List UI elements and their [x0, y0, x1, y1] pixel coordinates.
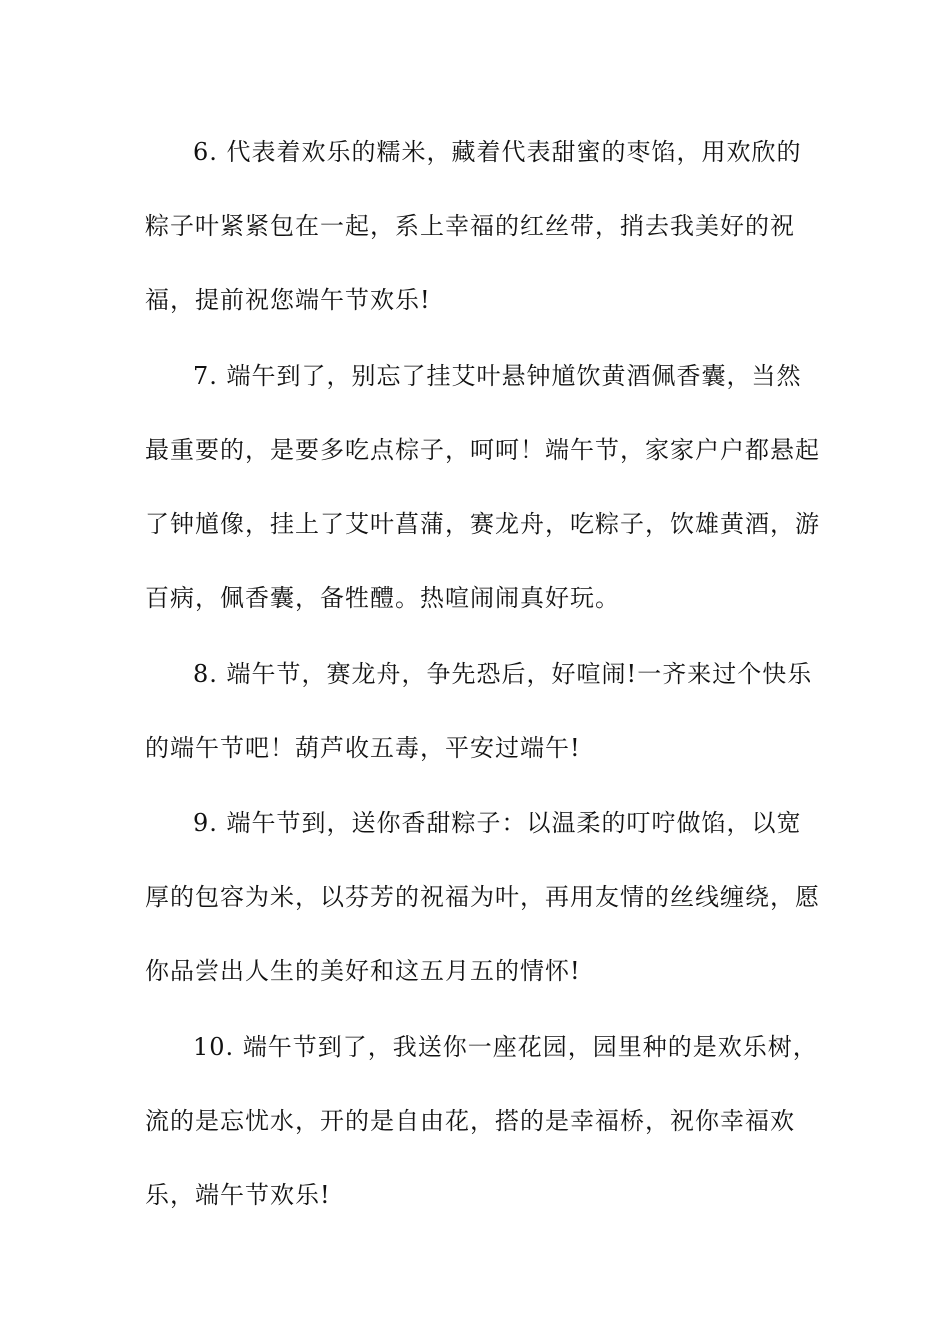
paragraph-number: 10. [193, 1033, 235, 1061]
paragraph-10 [145, 1010, 825, 1232]
paragraph-text: 端午到了，别忘了挂艾叶悬钟馗饮黄酒佩香囊，当然最重要的，是要多吃点棕子，呵呵！端午节，家家户户都悬起了钟馗像，挂上了艾叶菖蒲，赛龙舟，吃粽子，饮雄黄酒，游百病，佩香囊，备牲醴。热喧闹闹真好玩。 [145, 362, 820, 612]
paragraph-text: 端午节，赛龙舟，争先恐后，好喧闹!一齐来过个快乐的端午节吧！葫芦收五毒，平安过端午! [145, 660, 813, 762]
paragraph-text: 端午节到，送你香甜粽子：以温柔的叮咛做馅，以宽厚的包容为米，以芬芳的祝福为叶，再用友情的丝线缠绕，愿你品尝出人生的美好和这五月五的情怀! [145, 809, 820, 985]
paragraph-text: 代表着欢乐的糯米，藏着代表甜蜜的枣馅，用欢欣的粽子叶紧紧包在一起，系上幸福的红丝带，捎去我美好的祝福，提前祝您端午节欢乐! [145, 138, 802, 314]
paragraph-number: 6. [193, 138, 218, 166]
paragraph-6 [145, 115, 825, 337]
paragraph-number: 7. [193, 362, 218, 390]
paragraph-number: 8. [193, 660, 218, 688]
paragraph-9 [145, 786, 825, 1008]
paragraph-7 [145, 339, 825, 635]
paragraph-number: 9. [193, 809, 218, 837]
paragraph-8 [145, 637, 825, 785]
paragraph-text: 端午节到了，我送你一座花园，园里种的是欢乐树，流的是忘忧水，开的是自由花，搭的是幸福桥，祝你幸福欢乐，端午节欢乐! [145, 1033, 818, 1209]
